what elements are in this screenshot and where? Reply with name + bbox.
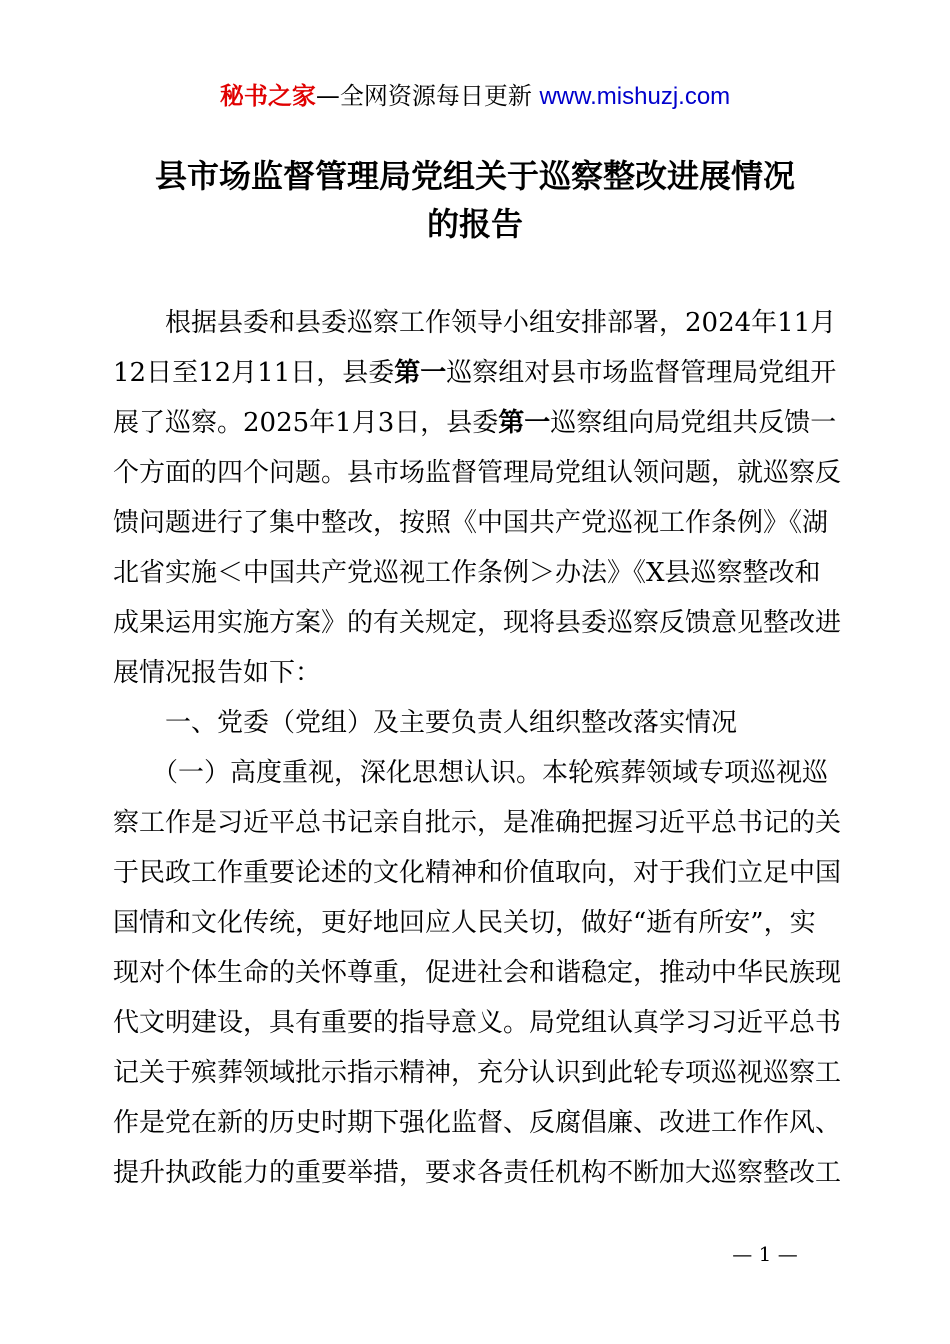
paragraph-line: 提升执政能力的重要举措，要求各责任机构不断加大巡察整改工 (113, 1158, 842, 1188)
paragraph-line (113, 398, 838, 448)
paragraph-line: 代文明建设，具有重要的指导意义。局党组认真学习习近平总书 (113, 1008, 842, 1038)
paragraph-line: 察工作是习近平总书记亲自批示，是准确把握习近平总书记的关 (113, 808, 842, 838)
text-run: 12日至12月11日，县委 (113, 358, 395, 388)
site-header (0, 80, 950, 113)
bold-text-run: 第一 (498, 408, 551, 438)
document-title-line-2: 的报告 (426, 205, 523, 243)
paragraph-line: 作是党在新的历史时期下强化监督、反腐倡廉、改进工作作风、 (113, 1108, 842, 1138)
paragraph-line: 现对个体生命的关怀尊重，促进社会和谐稳定，推动中华民族现 (113, 958, 842, 988)
section-heading: 一、党委（党组）及主要负责人组织整改落实情况 (113, 708, 738, 738)
text-run: 展了巡察。2025年1月3日，县委 (113, 408, 499, 438)
site-brand: 秘书之家 (219, 82, 316, 110)
page-number: — 1 — (732, 1242, 798, 1266)
paragraph-line: 个方面的四个问题。县市场监督管理局党组认领问题，就巡察反 (113, 458, 842, 488)
paragraph-line: 馈问题进行了集中整改，按照《中国共产党巡视工作条例》《湖 (113, 508, 829, 538)
paragraph-line: 国情和文化传统，更好地回应人民关切，做好“逝有所安”，实 (113, 908, 816, 938)
paragraph-line: 北省实施＜中国共产党巡视工作条例＞办法》《X县巡察整改和 (113, 558, 821, 588)
site-url-link[interactable]: www.mishuzj.com (539, 83, 731, 110)
bold-text-run: 第一 (394, 358, 447, 388)
text-run: 巡察组向局党组共反馈一 (550, 408, 837, 438)
paragraph-line (113, 348, 838, 398)
document-title-line-1: 县市场监督管理局党组关于巡察整改进展情况 (154, 157, 795, 195)
site-tagline: —全网资源每日更新 (315, 82, 540, 110)
paragraph-line: 记关于殡葬领域批示指示精神，充分认识到此轮专项巡视巡察工 (113, 1058, 842, 1088)
paragraph-line: 成果运用实施方案》的有关规定，现将县委巡察反馈意见整改进 (113, 608, 842, 638)
paragraph-line: 于民政工作重要论述的文化精神和价值取向，对于我们立足中国 (113, 858, 842, 888)
paragraph-line: （一）高度重视，深化思想认识。本轮殡葬领域专项巡视巡 (113, 758, 829, 788)
text-run: 巡察组对县市场监督管理局党组开 (446, 358, 837, 388)
paragraph-line: 展情况报告如下： (113, 658, 322, 688)
paragraph-line: 根据县委和县委巡察工作领导小组安排部署，2024年11月 (113, 308, 837, 338)
